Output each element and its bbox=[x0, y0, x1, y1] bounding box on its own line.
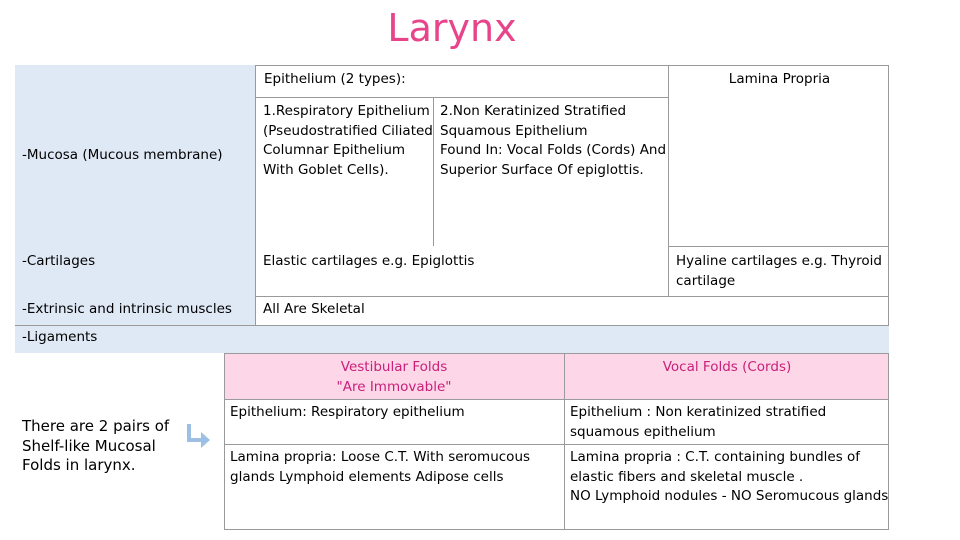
divider bbox=[224, 444, 889, 445]
non-keratinized-epithelium: 2.Non Keratinized Stratified Squamous Epithelium Found In: Vocal Folds (Cords) And Superior Surface Of epiglottis. bbox=[440, 103, 667, 178]
muscles-label: -Extrinsic and intrinsic muscles bbox=[22, 301, 232, 317]
divider bbox=[668, 246, 669, 296]
divider bbox=[224, 399, 889, 400]
divider bbox=[564, 353, 565, 530]
vestibular-folds-header: Vestibular Folds "Are Immovable" bbox=[336, 359, 452, 395]
page-title: Larynx bbox=[387, 6, 517, 50]
ligaments-label: -Ligaments bbox=[22, 329, 98, 345]
ligaments-row bbox=[15, 325, 889, 353]
divider bbox=[668, 246, 889, 247]
hyaline-cartilage: Hyaline cartilages e.g. Thyroid cartilage bbox=[676, 253, 882, 289]
vocal-epithelium: Epithelium : Non keratinized stratified squamous epithelium bbox=[570, 404, 827, 440]
vocal-lamina-propria: Lamina propria : C.T. containing bundles of elastic fibers and skeletal muscle . NO Lymphoid nodules - NO Seromucous glands bbox=[570, 449, 889, 504]
divider bbox=[433, 97, 434, 246]
respiratory-epithelium: 1.Respiratory Epithelium (Pseudostratified Ciliated Columnar Epithelium With Goblet Cells). bbox=[263, 103, 433, 178]
cartilages-label: -Cartilages bbox=[22, 253, 96, 269]
layer-labels-column bbox=[15, 65, 256, 325]
divider bbox=[668, 65, 669, 97]
arrow-right-icon bbox=[186, 422, 214, 452]
vestibular-epithelium: Epithelium: Respiratory epithelium bbox=[230, 404, 465, 420]
mucosa-label: -Mucosa (Mucous membrane) bbox=[22, 147, 223, 163]
muscles-value: All Are Skeletal bbox=[263, 301, 365, 317]
divider bbox=[668, 97, 669, 246]
elastic-cartilage: Elastic cartilages e.g. Epiglottis bbox=[263, 253, 475, 269]
lamina-propria-header: Lamina Propria bbox=[728, 71, 831, 87]
vestibular-lamina-propria: Lamina propria: Loose C.T. With seromucous glands Lymphoid elements Adipose cells bbox=[230, 449, 531, 485]
epithelium-header: Epithelium (2 types): bbox=[264, 71, 406, 87]
folds-note: There are 2 pairs of Shelf-like Mucosal Folds in larynx. bbox=[22, 417, 170, 474]
divider bbox=[256, 296, 889, 297]
divider bbox=[256, 97, 668, 98]
vocal-folds-header: Vocal Folds (Cords) bbox=[662, 359, 792, 375]
